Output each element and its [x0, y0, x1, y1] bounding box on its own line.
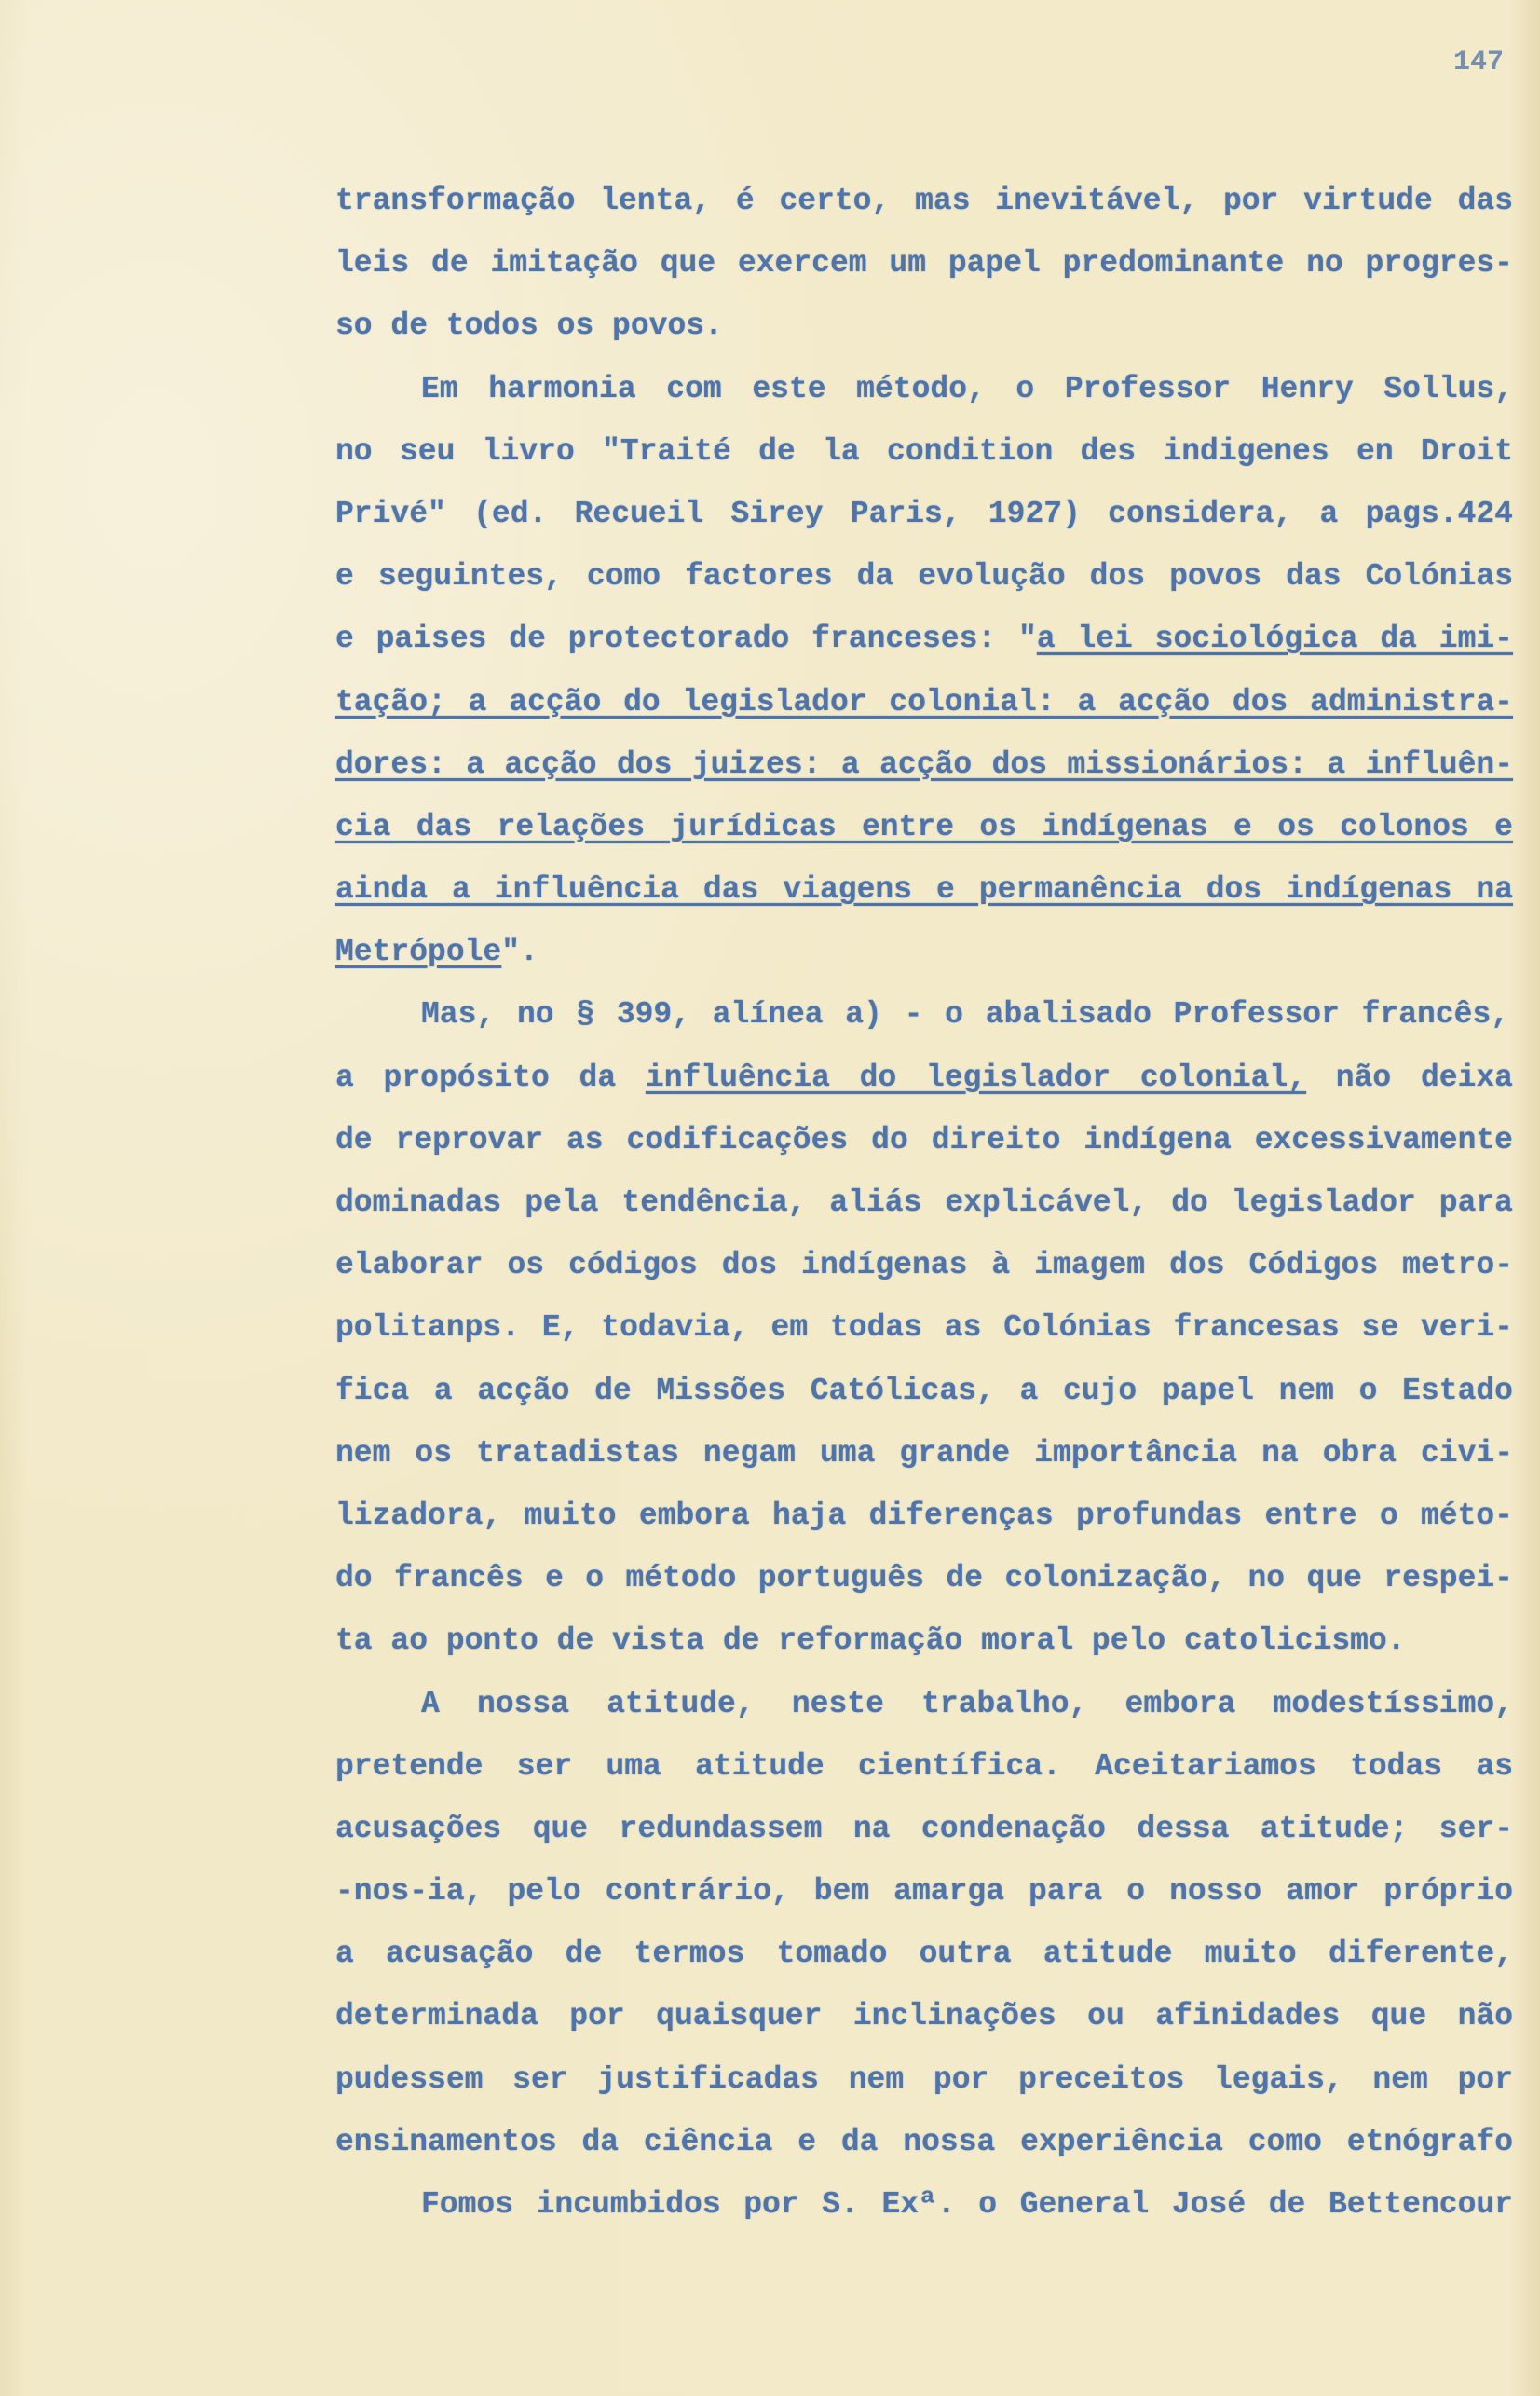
text-line-content: [335, 2058, 1513, 2102]
text-segment: Mas, no § 399, alínea a) - o abalisado Professor francês,: [421, 997, 1510, 1033]
underlined-quote: tação; a acção do legislador colonial: a acção dos administra-: [335, 684, 1513, 719]
text-line-content: [335, 805, 1513, 850]
text-line: [335, 617, 1513, 679]
text-line: [335, 1181, 1513, 1243]
text-line-content: [421, 2183, 1513, 2227]
text-line-content: [335, 1181, 1513, 1225]
underlined-quote: a lei sociológica da imi-: [1036, 622, 1513, 657]
underlined-quote: Metrópole: [335, 935, 502, 970]
text-line: [335, 179, 1513, 241]
text-line: [335, 1306, 1513, 1368]
text-line: [335, 1494, 1513, 1556]
text-segment: não deixa: [1306, 1060, 1513, 1095]
text-line: [335, 1932, 1513, 1994]
underlined-quote: influência do legislador colonial,: [645, 1060, 1307, 1095]
text-line: [335, 930, 1513, 993]
text-segment: do francês e o método português de colonização, no que respei-: [335, 1561, 1513, 1596]
text-segment: Privé" (ed. Recueil Sirey Paris, 1927) considera, a pags.424: [335, 496, 1513, 531]
text-line: [335, 492, 1513, 555]
text-line-content: [335, 1056, 1513, 1101]
page-number: 147: [1453, 47, 1505, 78]
text-segment: ensinamentos da ciência e da nossa experiência como etnógrafo: [335, 2124, 1513, 2159]
text-line: [335, 805, 1513, 868]
text-segment: e seguintes, como factores da evolução dos povos das Colónias: [335, 559, 1513, 595]
text-line: [335, 1118, 1513, 1181]
text-segment: fica a acção de Missões Católicas, a cujo papel nem o Estado: [335, 1373, 1513, 1408]
text-line-content: [335, 617, 1513, 662]
text-line: [335, 367, 1513, 430]
text-segment: -nos-ia, pelo contrário, bem amarga para o nosso amor próprio: [335, 1874, 1513, 1910]
text-line-content: [335, 179, 1513, 224]
text-segment: no seu livro "Traité de la condition des indigenes en Droit: [335, 433, 1513, 469]
text-line: [335, 1056, 1513, 1118]
text-segment: Fomos incumbidos por S. Exª. o General José de Bettencour: [421, 2187, 1513, 2222]
text-line: [335, 1869, 1513, 1932]
text-segment: e paises de protectorado franceses: ": [335, 622, 1037, 657]
underlined-quote: dores: a acção dos juizes: a acção dos missionários: a influên-: [335, 746, 1513, 782]
text-line: [335, 1619, 1513, 1681]
text-line-content: [335, 1431, 1513, 1476]
text-line-content: [421, 993, 1509, 1037]
text-line: [335, 1994, 1513, 2057]
text-segment: elaborar os códigos dos indígenas à imagem dos Códigos metro-: [335, 1248, 1513, 1283]
text-line-content: [335, 1243, 1513, 1288]
text-line: [335, 1243, 1513, 1306]
text-line: [335, 993, 1513, 1055]
text-line-content: [335, 1619, 1406, 1664]
text-line-content: [335, 1556, 1513, 1601]
text-segment: transformação lenta, é certo, mas inevitável, por virtude das: [335, 184, 1513, 218]
text-line: [335, 2120, 1513, 2183]
text-line-content: [421, 367, 1513, 412]
text-line-content: [335, 1306, 1513, 1350]
text-line-content: [421, 1682, 1513, 1727]
text-segment: pudessem ser justificadas nem por preceitos legais, nem por: [335, 2061, 1513, 2097]
text-line: [335, 555, 1513, 617]
text-line: [335, 2183, 1513, 2245]
text-segment: lizadora, muito embora haja diferenças profundas entre o méto-: [335, 1498, 1513, 1533]
text-segment: politanps. E, todavia, em todas as Colónias francesas se veri-: [335, 1310, 1513, 1346]
text-segment: A nossa atitude, neste trabalho, embora modestíssimo,: [421, 1686, 1513, 1721]
typewritten-body-text: [335, 179, 1513, 2245]
text-line: [335, 2058, 1513, 2120]
underlined-quote: ainda a influência das viagens e permanência dos indígenas na: [335, 872, 1513, 908]
text-line: [335, 680, 1513, 743]
text-line-content: [335, 1745, 1513, 1789]
text-segment: nem os tratadistas negam uma grande importância na obra civi-: [335, 1435, 1513, 1471]
text-line: [335, 1369, 1513, 1431]
text-line: [335, 1807, 1513, 1869]
underlined-quote: cia das relações jurídicas entre os indígenas e os colonos e: [335, 809, 1513, 844]
text-segment: ".: [501, 935, 538, 970]
text-line: [335, 304, 1513, 366]
text-line-content: [335, 1932, 1513, 1977]
text-line-content: [335, 868, 1513, 912]
text-line: [335, 1556, 1513, 1619]
text-line-content: [335, 1494, 1513, 1539]
text-segment: so de todos os povos.: [335, 308, 723, 344]
text-segment: leis de imitação que exercem um papel predominante no progres-: [335, 246, 1513, 281]
text-line: [335, 868, 1513, 930]
text-segment: acusações que redundassem na condenação dessa atitude; ser-: [335, 1811, 1513, 1846]
text-segment: ta ao ponto de vista de reformação moral pelo catolicismo.: [335, 1623, 1406, 1659]
text-segment: a acusação de termos tomado outra atitude muito diferente,: [335, 1937, 1513, 1972]
text-segment: de reprovar as codificações do direito indígena excessivamente: [335, 1122, 1513, 1157]
text-line: [335, 1745, 1513, 1807]
text-segment: dominadas pela tendência, aliás explicável, do legislador para: [335, 1185, 1513, 1220]
text-line-content: [335, 492, 1513, 537]
text-line-content: [335, 680, 1513, 725]
text-line: [335, 743, 1513, 805]
text-line: [335, 1431, 1513, 1494]
text-line-content: [335, 555, 1513, 599]
text-line-content: [335, 2120, 1513, 2165]
text-segment: determinada por quaisquer inclinações ou afinidades que não: [335, 1999, 1513, 2034]
text-line-content: [335, 1118, 1513, 1163]
text-line: [335, 1682, 1513, 1745]
text-line-content: [335, 304, 723, 349]
text-line: [335, 241, 1513, 304]
text-segment: Em harmonia com este método, o Professor Henry Sollus,: [421, 371, 1513, 406]
text-line: [335, 430, 1513, 492]
text-line-content: [335, 1807, 1513, 1852]
text-line-content: [335, 1369, 1513, 1414]
text-line-content: [335, 430, 1513, 474]
text-line-content: [335, 1869, 1513, 1914]
text-segment: a propósito da: [335, 1060, 646, 1095]
text-segment: pretende ser uma atitude científica. Aceitariamos todas as: [335, 1748, 1513, 1784]
text-line-content: [335, 241, 1513, 286]
text-line-content: [335, 930, 538, 975]
text-line-content: [335, 1994, 1513, 2039]
text-line-content: [335, 743, 1513, 787]
